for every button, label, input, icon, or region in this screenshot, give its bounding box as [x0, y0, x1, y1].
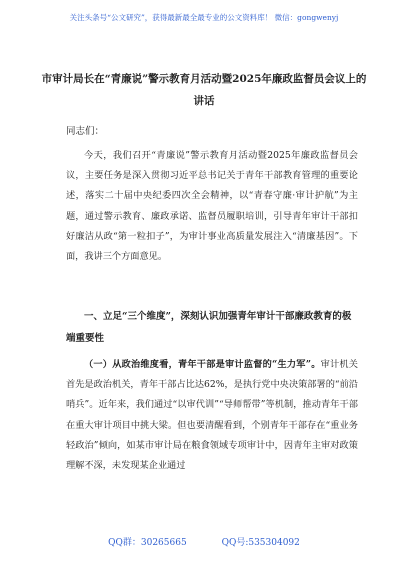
salutation: 同志们： [66, 126, 105, 137]
subsection-1-body: 审计机关首先是政治机关，青年干部占比达62%，是执行党中央决策部署的“前沿哨兵”。近年来，我们通过“以审代训”“导师帮带”等机制，推动青年干部在重大审计项目中挑大梁。但也要清醒看到，个别青年干部存在“重业务轻政治”倾向，如某市审计局在粮食领域专项审计中，因青年主审对政策理解不深，未发现某企业通过 [66, 359, 358, 472]
footer-contact [0, 535, 408, 548]
footer-qq-number: QQ号:535304092 [221, 538, 300, 548]
footer-qq-group: QQ群：30265665 [108, 538, 187, 548]
intro-paragraph: 今天，我们召开“青廉说”警示教育月活动暨2025年廉政监督员会议，主要任务是深入贯彻习近平总书记关于青年干部教育管理的重要论述，落实二十届中央纪委四次全会精神，以“青春守廉·审计护航”为主题，通过警示教育、廉政承诺、监督员履职培训，引导青年审计干部扣好廉洁从政“第一粒扣子”，为审计事业高质量发展注入“清廉基因”。下面，我讲三个方面意见。 [66, 150, 358, 263]
header-promo-note: 关注头条号“公文研究”，获得最新最全最专业的公文资料库！ 微信：gongwenyj [69, 13, 339, 22]
subsection-1-lead: （一）从政治维度看，青年干部是审计监督的“生力军”。 [84, 359, 321, 370]
section-1-heading: 一、立足“三个维度”，深刻认识加强青年审计干部廉政教育的极端重要性 [66, 311, 352, 344]
subsection-1-paragraph [66, 355, 358, 531]
document-title: 市审计局长在“青廉说”警示教育月活动暨2025年廉政监督员会议上的讲话 [41, 73, 367, 107]
